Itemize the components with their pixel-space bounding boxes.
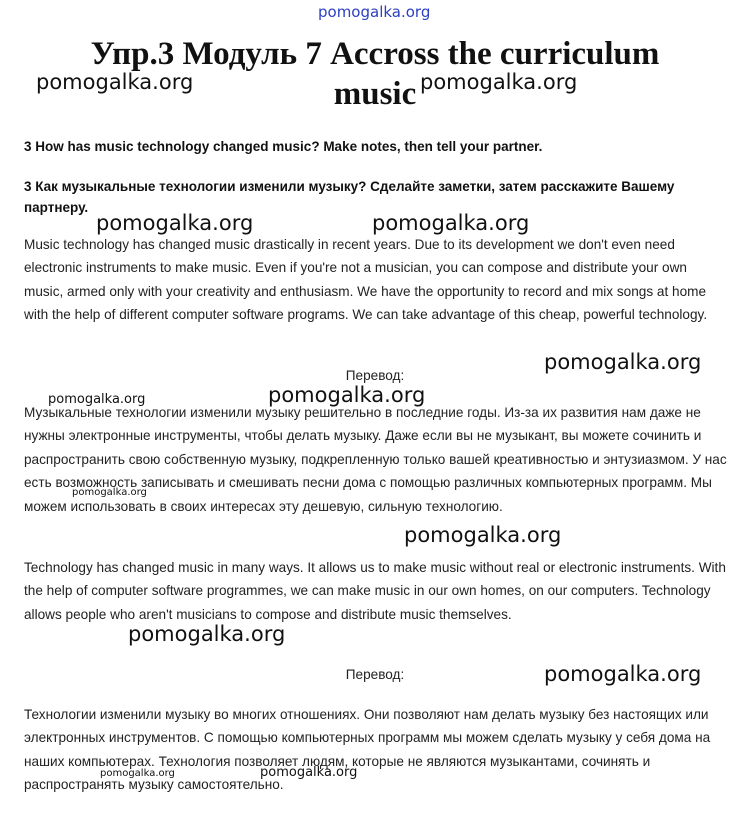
watermark: pomogalka.org (128, 622, 286, 646)
watermark: pomogalka.org (100, 768, 175, 779)
answer-2-russian: Технологии изменили музыку во многих отношениях. Они позволяют нам делать музыку без настоящих или электронных инструментов. С помощью компьютерных программ мы можем сделать музыку у себя дома на наших компьютерах. Технология позволяет людям, которые не являются музыкантами, сочинять и распространять музыку самостоятельно. (24, 707, 711, 793)
watermark: pomogalka.org (420, 70, 578, 94)
title-line-2: music (333, 76, 417, 112)
watermark: pomogalka.org (544, 350, 702, 374)
watermark: pomogalka.org (372, 211, 530, 235)
watermark: pomogalka.org (260, 765, 358, 780)
translation-label-1: Перевод: (345, 368, 405, 383)
watermark: pomogalka.org (544, 662, 702, 686)
watermark-top: pomogalka.org (318, 3, 431, 21)
answer-1-russian: Музыкальные технологии изменили музыку решительно в последние годы. Из-за их развития нам даже не нужны электронные инструменты, чтобы делать музыку. Даже если вы не музыкант, вы можете сочинить и распространить свою собственную музыку, подкрепленную только вашей креативностью и энтузиазмом. У нас есть возможность записывать и смешивать песни дома с помощью различных компьютерных программ. Мы можем использовать в своих интересах эту дешевую, сильную технологию. (24, 405, 727, 514)
watermark: pomogalka.org (36, 70, 194, 94)
answer-1-english: Music technology has changed music drastically in recent years. Due to its development we don't even need electronic instruments to make music. Even if you're not a musician, you can compose and distribute your own music, armed only with your creativity and enthusiasm. We have the opportunity to record and mix songs at home with the help of different computer software programs. We can take advantage of this cheap, powerful technology. (24, 237, 708, 323)
task-russian: 3 Как музыкальные технологии изменили музыку? Сделайте заметки, затем расскажите Вашему партнеру. (24, 179, 675, 215)
watermark: pomogalka.org (96, 211, 254, 235)
watermark: pomogalka.org (48, 392, 146, 407)
watermark: pomogalka.org (404, 523, 562, 547)
answer-2-english: Technology has changed music in many ways. It allows us to make music without real or electronic instruments. With the help of computer software programmes, we can make music in our own homes, on our computers. Technology allows people who aren't musicians to compose and distribute music themselves. (24, 560, 726, 622)
task-english: 3 How has music technology changed music? Make notes, then tell your partner. (24, 139, 543, 154)
title-line-1: Упр.3 Модуль 7 Accross the curriculum (90, 36, 660, 72)
watermark: pomogalka.org (268, 383, 426, 407)
watermark: pomogalka.org (72, 487, 147, 498)
translation-label-2: Перевод: (345, 667, 405, 682)
